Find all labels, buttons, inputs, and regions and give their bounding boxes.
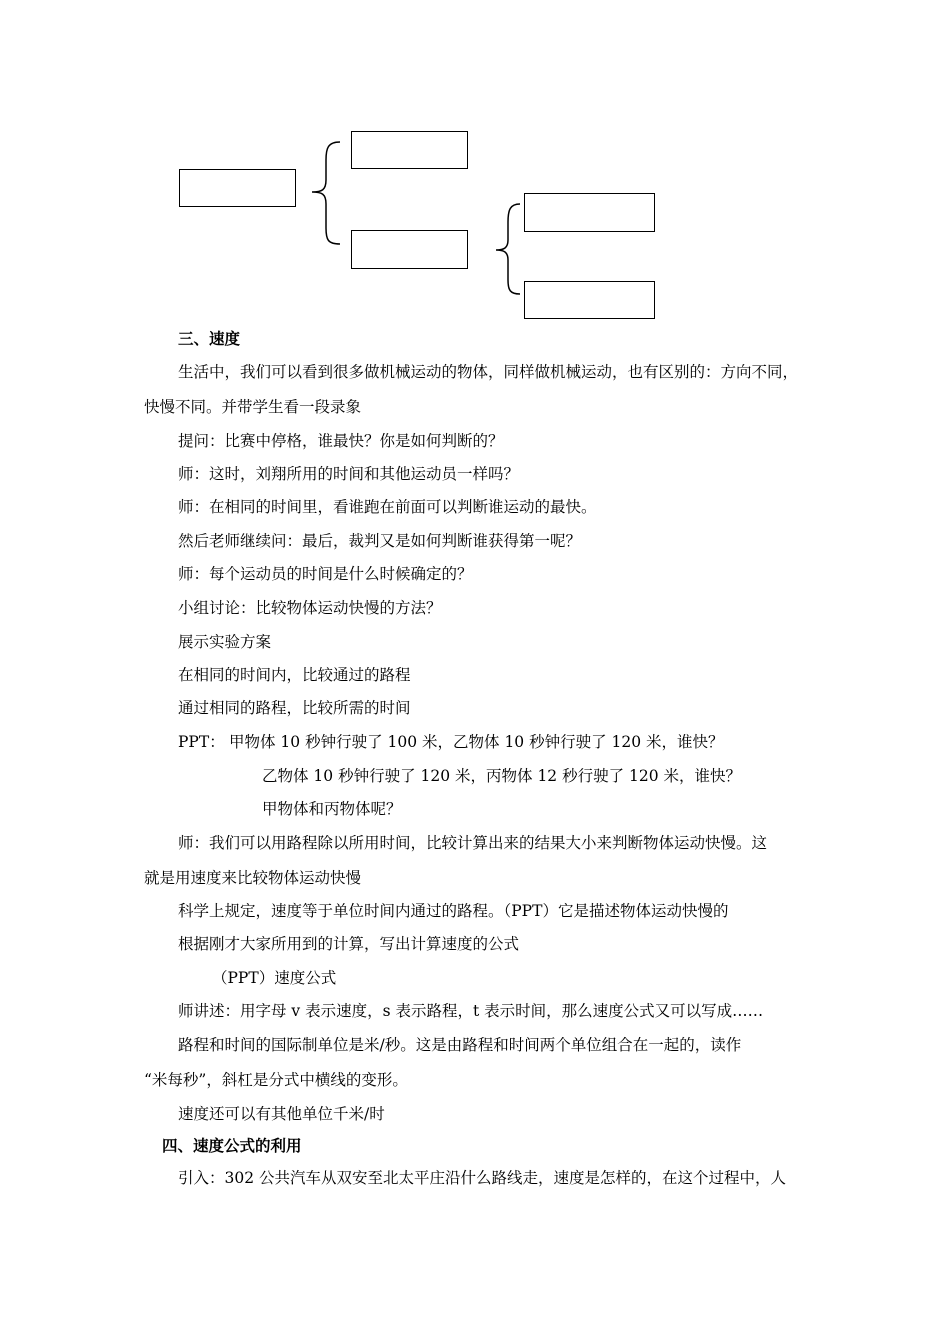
diagram-box-sub-upper <box>524 193 655 232</box>
paragraph-line: 通过相同的路程，比较所需的时间 <box>178 699 411 717</box>
paragraph-line: 师：每个运动员的时间是什么时候确定的？ <box>178 565 473 583</box>
section4-heading: 四、速度公式的利用 <box>162 1136 302 1155</box>
ppt-label: PPT： <box>178 733 225 751</box>
paragraph-line: 展示实验方案 <box>178 633 272 651</box>
paragraph-line: 就是用速度来比较物体运动快慢 <box>144 869 362 887</box>
ppt-line: 甲物体和丙物体呢？ <box>262 800 402 818</box>
paragraph-line: 速度还可以有其他单位千米/时 <box>178 1105 385 1123</box>
paragraph-line: 路程和时间的国际制单位是米/秒。这是由路程和时间两个单位组合在一起的，读作 <box>178 1036 742 1054</box>
paragraph-line: 师：在相同的时间里，看谁跑在前面可以判断谁运动的最快。 <box>178 498 597 516</box>
paragraph-line: 生活中，我们可以看到很多做机械运动的物体，同样做机械运动，也有区别的：方向不同， <box>178 363 799 381</box>
paragraph-line: “米每秒”，斜杠是分式中横线的变形。 <box>144 1071 408 1089</box>
ppt-line: 甲物体 10 秒钟行驶了 100 米，乙物体 10 秒钟行驶了 120 米，谁快？ <box>229 733 724 751</box>
paragraph-line: 师：这时，刘翔所用的时间和其他运动员一样吗？ <box>178 465 520 483</box>
paragraph-line: 在相同的时间内，比较通过的路程 <box>178 666 411 684</box>
diagram-box-root <box>179 169 296 207</box>
paragraph-line: 然后老师继续问：最后，裁判又是如何判断谁获得第一呢？ <box>178 532 582 550</box>
ppt-line: 乙物体 10 秒钟行驶了 120 米，丙物体 12 秒行驶了 120 米，谁快？ <box>262 767 742 785</box>
diagram-box-lower <box>351 230 468 269</box>
paragraph-line: 根据刚才大家所用到的计算，写出计算速度的公式 <box>178 935 520 953</box>
diagram-brace-right <box>490 200 530 300</box>
paragraph-line: 科学上规定，速度等于单位时间内通过的路程。（PPT）它是描述物体运动快慢的 <box>178 902 729 920</box>
diagram-box-upper <box>351 131 468 169</box>
paragraph-line: 师：我们可以用路程除以所用时间，比较计算出来的结果大小来判断物体运动快慢。这 <box>178 834 768 852</box>
paragraph-line: （PPT）速度公式 <box>212 969 337 987</box>
section3-heading: 三、速度 <box>178 329 241 348</box>
paragraph-line: 师讲述：用字母 v 表示速度，s 表示路程，t 表示时间，那么速度公式又可以写成…… <box>178 1002 764 1020</box>
paragraph-line: 小组讨论：比较物体运动快慢的方法？ <box>178 599 442 617</box>
diagram-box-sub-lower <box>524 281 655 319</box>
paragraph-line: 快慢不同。并带学生看一段录象 <box>144 398 362 416</box>
diagram-brace-left <box>300 140 350 250</box>
paragraph-line: 引入：302 公共汽车从双安至北太平庄沿什么路线走，速度是怎样的，在这个过程中，人 <box>178 1169 787 1187</box>
paragraph-line: 提问：比赛中停格，谁最快？你是如何判断的？ <box>178 432 504 450</box>
